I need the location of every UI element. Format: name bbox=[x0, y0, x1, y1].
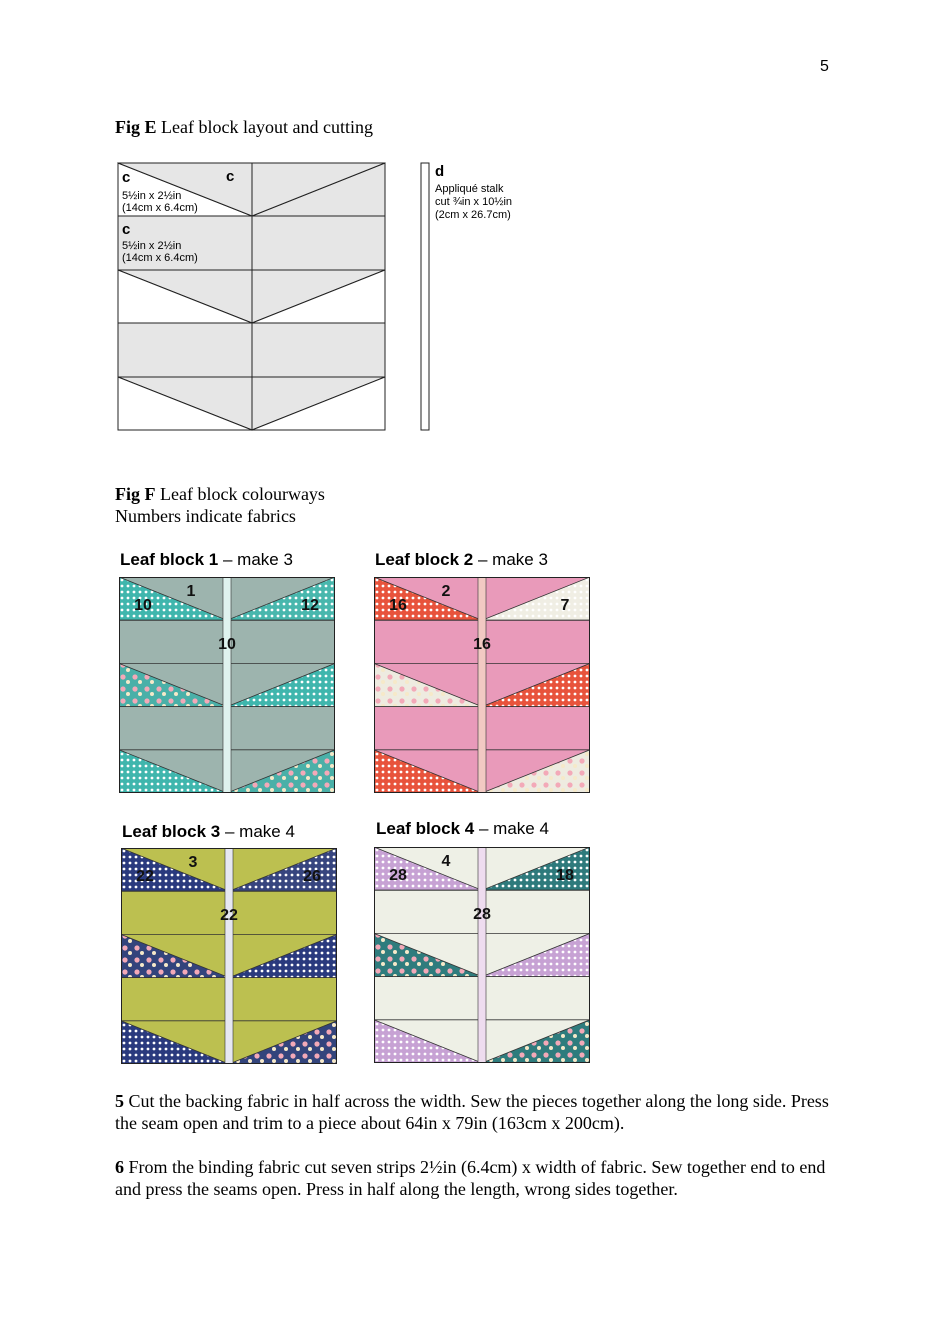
left-fabric-number: 28 bbox=[389, 867, 407, 884]
right-fabric-number: 18 bbox=[556, 867, 574, 884]
stalk-letter: d bbox=[435, 163, 445, 180]
leaf-piece bbox=[252, 216, 385, 270]
leaf-block-2-title: Leaf block 2 – make 3 bbox=[375, 550, 548, 569]
stalk-strip bbox=[223, 577, 231, 793]
piece-c-letter: c bbox=[226, 168, 235, 185]
piece-c-size-in: 5½in x 2½in bbox=[122, 240, 182, 252]
fig-e-label: Fig E bbox=[115, 117, 157, 137]
piece-c-size-cm: (14cm x 6.4cm) bbox=[122, 202, 198, 214]
right-fabric-number: 12 bbox=[301, 597, 319, 614]
stalk-line1: Appliqué stalk bbox=[435, 183, 504, 195]
stalk-strip bbox=[478, 847, 486, 1063]
applique-stalk bbox=[421, 163, 429, 430]
right-fabric-number: 7 bbox=[560, 597, 570, 614]
fig-f-subcaption: Numbers indicate fabrics bbox=[115, 506, 296, 526]
step-5: 5 Cut the backing fabric in half across the width. Sew the pieces together along the long side. Press the seam open and trim to a piece about 64in x 79in (163cm x 200cm). bbox=[115, 1091, 829, 1133]
fig-e-caption bbox=[115, 116, 373, 138]
stalk-line3: (2cm x 26.7cm) bbox=[435, 209, 511, 221]
top-fabric-number: 1 bbox=[186, 583, 196, 600]
piece-c-letter: c bbox=[122, 169, 131, 186]
stalk-line2: cut ¾in x 10½in bbox=[435, 196, 513, 208]
leaf-block-4 bbox=[374, 847, 590, 1063]
leaf-block-1-title: Leaf block 1 – make 3 bbox=[120, 550, 293, 569]
piece-c-size-in: 5½in x 2½in bbox=[122, 190, 182, 202]
left-fabric-number: 10 bbox=[134, 597, 152, 614]
left-fabric-number: 16 bbox=[389, 597, 407, 614]
stalk-strip bbox=[225, 848, 233, 1064]
leaf-block-3 bbox=[121, 848, 337, 1064]
leaf-block-4-title: Leaf block 4 – make 4 bbox=[376, 819, 549, 838]
fig-e-diagram bbox=[110, 155, 540, 440]
right-fabric-number: 26 bbox=[303, 868, 321, 885]
fig-f-caption-text: Leaf block colourways bbox=[160, 484, 325, 504]
step-6: 6 From the binding fabric cut seven strips 2½in (6.4cm) x width of fabric. Sew together end to end and press the seams open. Press in half along the length, wrong sides together. bbox=[115, 1157, 826, 1199]
leaf-block-2 bbox=[374, 577, 590, 793]
leaf-piece bbox=[252, 323, 385, 377]
page-number: 5 bbox=[820, 58, 829, 75]
left-fabric-number: 22 bbox=[136, 868, 154, 885]
leaf-block-1 bbox=[119, 577, 335, 793]
top-fabric-number: 4 bbox=[441, 853, 451, 870]
stalk-fabric-number: 16 bbox=[473, 636, 491, 653]
top-fabric-number: 3 bbox=[188, 854, 198, 871]
leaf-piece bbox=[118, 323, 252, 377]
piece-c-letter: c bbox=[122, 221, 131, 238]
stalk-strip bbox=[478, 577, 486, 793]
top-fabric-number: 2 bbox=[441, 583, 451, 600]
fig-f-label: Fig F bbox=[115, 484, 156, 504]
piece-c-size-cm: (14cm x 6.4cm) bbox=[122, 252, 198, 264]
fig-e-caption-text: Leaf block layout and cutting bbox=[161, 117, 373, 137]
stalk-fabric-number: 28 bbox=[473, 906, 491, 923]
leaf-block-3-title: Leaf block 3 – make 4 bbox=[122, 822, 295, 841]
fig-f-caption bbox=[115, 483, 325, 527]
stalk-fabric-number: 22 bbox=[220, 907, 238, 924]
stalk-fabric-number: 10 bbox=[218, 636, 236, 653]
